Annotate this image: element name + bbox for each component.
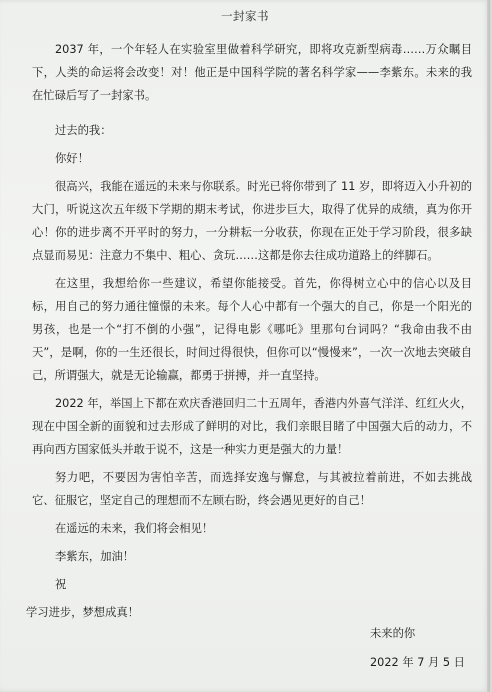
intro-paragraph: 2037 年，一个年轻人在实验室里做着科学研究，即将攻克新型病毒……万众瞩目下，人类的命运将会改变！对！他正是中国科学院的著名科学家——李紫东。未来的我在忙碌后写了一封家书。 bbox=[32, 43, 472, 102]
body-paragraph: 李紫东，加油！ bbox=[55, 550, 135, 563]
body-paragraph: 努力吧，不要因为害怕辛苦，而选择安逸与懈怠，与其被拉着前进，不如去挑战它、征服它，坚定自己的理想而不左顾右盼，终会遇见更好的自己！ bbox=[32, 471, 472, 507]
body-paragraph: 2022 年，举国上下都在欢庆香港回归二十五周年，香港内外喜气洋洋、红红火火，现在中国全新的面貌和过去形成了鲜明的对比，我们亲眼目睹了中国强大后的动力，不再向西方国家低头并敢于说不，这是一种实力更是强大的力量！ bbox=[32, 397, 472, 456]
body-paragraph: 在这里，我想给你一些建议，希望你能接受。首先，你得树立心中的信心以及目标，用自己的努力通往憧憬的未来。每个人心中都有一个强大的自己，你是一个阳光的男孩，也是一个“打不倒的小强”，记得电影《哪吒》里那句台词吗？“我命由我不由天”，是啊，你的一生还很长，时间过得很快，但你可以“慢慢来”，一次一次地去突破自己，所谓强大，就是无论输赢，都勇于拼搏，并一直坚持。 bbox=[32, 277, 472, 382]
signature: 未来的你 bbox=[370, 627, 416, 640]
letter-date: 2022 年 7 月 5 日 bbox=[370, 656, 465, 669]
letter-title: 一封家书 bbox=[221, 9, 269, 23]
letter-body bbox=[26, 38, 472, 624]
closing-wish: 祝 bbox=[55, 578, 67, 591]
wish-line: 学习进步，梦想成真！ bbox=[26, 606, 139, 619]
body-paragraph: 很高兴，我能在遥远的未来与你联系。时光已将你带到了 11 岁，即将迈入小升初的大门，听说这次五年级下学期的期末考试，你进步巨大，取得了优异的成绩，真为你开心！你的进步离不开平时的努力，一分耕耘一分收获，你现在正处于学习阶段，很多缺点显而易见：注意力不集中、粗心、贪玩……这都是你去往成功道路上的绊脚石。 bbox=[32, 180, 472, 262]
greeting: 你好！ bbox=[55, 152, 89, 165]
salutation: 过去的我： bbox=[55, 124, 112, 137]
body-paragraph: 在遥远的未来，我们将会相见！ bbox=[55, 522, 214, 535]
